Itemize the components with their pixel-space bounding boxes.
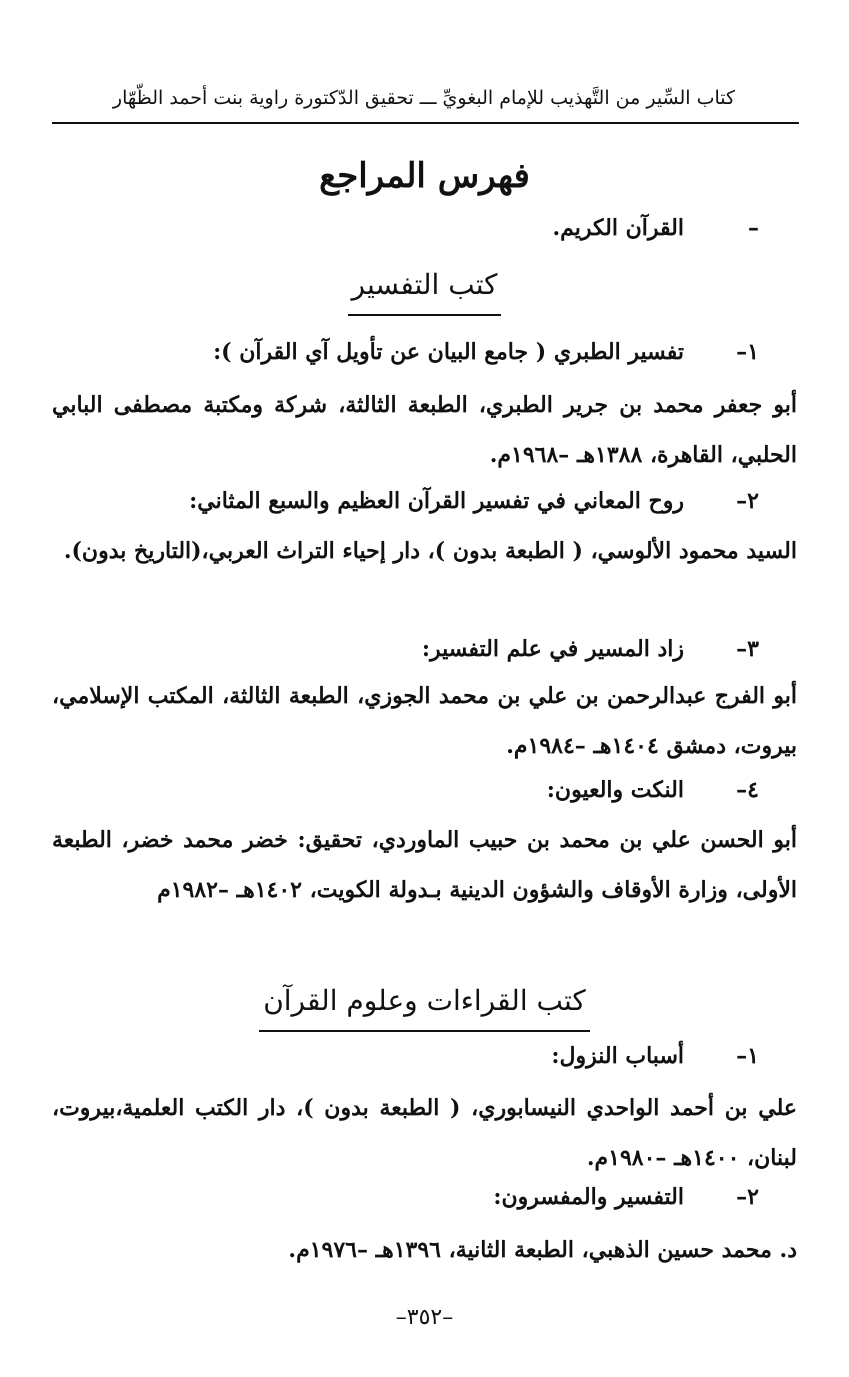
entry-details: السيد محمود الألوسي، ( الطبعة بدون )، دار إحياء التراث العربي،(التاريخ بدون). bbox=[63, 538, 797, 564]
entry-details: أبو الفرج عبدالرحمن بن علي بن محمد الجوزي، الطبعة الثالثة، المكتب الإسلامي، بيروت، دمشق ١٤٠٤هـ –١٩٨٤م. bbox=[52, 683, 797, 759]
quran-marker: – bbox=[748, 215, 759, 241]
entry-details: أبو الحسن علي بن محمد بن حبيب الماوردي، تحقيق: خضر محمد خضر، الطبعة الأولى، وزارة الأوقاف والشؤون الدينية بـدولة الكويت، ١٤٠٢هـ –١٩٨٢م bbox=[52, 827, 797, 903]
entry-number: ٢– bbox=[736, 488, 759, 514]
entry-title: النكت والعيون: bbox=[546, 777, 684, 803]
header-rule bbox=[52, 122, 799, 124]
quran-entry: القرآن الكريم. bbox=[552, 215, 684, 241]
entry-title: زاد المسير في علم التفسير: bbox=[421, 636, 684, 662]
entry-title: التفسير والمفسرون: bbox=[493, 1184, 684, 1210]
section-heading-label: كتب التفسير bbox=[348, 262, 502, 316]
entry-number: ٣– bbox=[736, 636, 759, 662]
section-heading-label: كتب القراءات وعلوم القرآن bbox=[259, 978, 590, 1032]
entry-title: روح المعاني في تفسير القرآن العظيم والسبع المثاني: bbox=[189, 488, 684, 514]
entry-details: د. محمد حسين الذهبي، الطبعة الثانية، ١٣٩٦هـ –١٩٧٦م. bbox=[288, 1237, 797, 1263]
entry-details: علي بن أحمد الواحدي النيسابوري، ( الطبعة بدون )، دار الكتب العلمية،بيروت، لبنان، ١٤٠٠هـ –١٩٨٠م. bbox=[52, 1095, 797, 1171]
entry-number: ٢– bbox=[736, 1184, 759, 1210]
entry-title: أسباب النزول: bbox=[551, 1043, 684, 1069]
running-header: كتاب السِّير من التَّهذيب للإمام البغويِّ ـــ تحقيق الدّكتورة راوية بنت أحمد الظّهّار bbox=[112, 87, 736, 109]
section-heading-tafsir bbox=[0, 262, 849, 316]
section-heading-qiraat bbox=[0, 978, 849, 1032]
page-number: –٣٥٢– bbox=[395, 1305, 454, 1330]
entry-number: ١– bbox=[736, 339, 759, 365]
index-title: فهرس المراجع bbox=[319, 156, 530, 196]
entry-title: تفسير الطبري ( جامع البيان عن تأويل آي القرآن ): bbox=[213, 339, 684, 365]
entry-details: أبو جعفر محمد بن جرير الطبري، الطبعة الثالثة، شركة ومكتبة مصطفى البابي الحلبي، القاهرة، ١٣٨٨هـ –١٩٦٨م. bbox=[52, 392, 797, 468]
entry-number: ٤– bbox=[736, 777, 759, 803]
entry-number: ١– bbox=[736, 1043, 759, 1069]
